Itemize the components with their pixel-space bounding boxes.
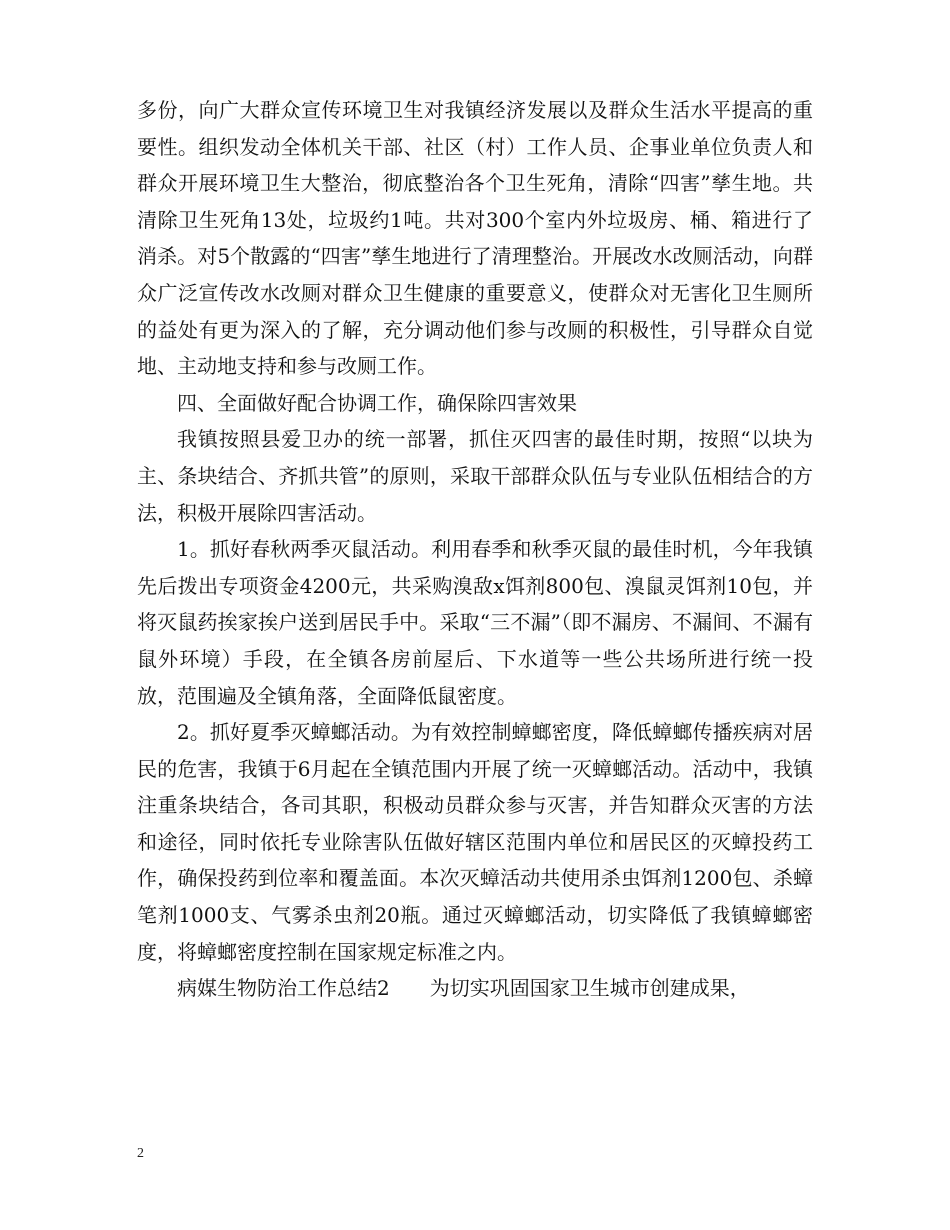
page-number: 2 (137, 1146, 144, 1161)
section-heading: 四、全面做好配合协调工作，确保除四害效果 (177, 390, 577, 415)
paragraph-next-summary: 病媒生物防治工作总结2 为切实巩固国家卫生城市创建成果， (177, 976, 750, 1001)
paragraph-continuation: 多份，向广大群众宣传环境卫生对我镇经济发展以及群众生活水平提高的重要性。组织发动全体机关干部、社区（村）工作人员、企事业单位负责人和群众开展环境卫生大整治，彻底整治各个卫生死角，清除“四害”孳生地。共清除卫生死角13处，垃圾约1吨。共对300个室内外垃圾房、桶、箱进行了消杀。对5个散露的“四害”孳生地进行了清理整治。开展改水改厕活动，向群众广泛宣传改水改厕对群众卫生健康的重要意义，使群众对无害化卫生厕所的益处有更为深入的了解，充分调动他们参与改厕的积极性，引导群众自觉地、主动地支持和参与改厕工作。 (137, 98, 813, 379)
paragraph-intro: 我镇按照县爱卫办的统一部署，抓住灭四害的最佳时期，按照“以块为主、条块结合、齐抓共管”的原则，采取干部群众队伍与专业队伍相结合的方法，积极开展除四害活动。 (137, 427, 813, 525)
paragraph-rodent-control: 1。抓好春秋两季灭鼠活动。利用春季和秋季灭鼠的最佳时机，今年我镇先后拨出专项资金4200元，共采购溴敌x饵剂800包、溴鼠灵饵剂10包，并将灭鼠药挨家挨户送到居民手中。采取“三不漏”（即不漏房、不漏间、不漏有鼠外环境）手段，在全镇各房前屋后、下水道等一些公共场所进行统一投放，范围遍及全镇角落，全面降低鼠密度。 (137, 537, 813, 708)
paragraph-cockroach-control: 2。抓好夏季灭蟑螂活动。为有效控制蟑螂密度，降低蟑螂传播疾病对居民的危害，我镇于6月起在全镇范围内开展了统一灭蟑螂活动。活动中，我镇注重条块结合，各司其职，积极动员群众参与灭害，并告知群众灭害的方法和途径，同时依托专业除害队伍做好辖区范围内单位和居民区的灭蟑投药工作，确保投药到位率和覆盖面。本次灭蟑活动共使用杀虫饵剂1200包、杀蟑笔剂1000支、气雾杀虫剂20瓶。通过灭蟑螂活动，切实降低了我镇蟑螂密度，将蟑螂密度控制在国家规定标准之内。 (137, 720, 813, 964)
document-body (137, 92, 813, 1007)
